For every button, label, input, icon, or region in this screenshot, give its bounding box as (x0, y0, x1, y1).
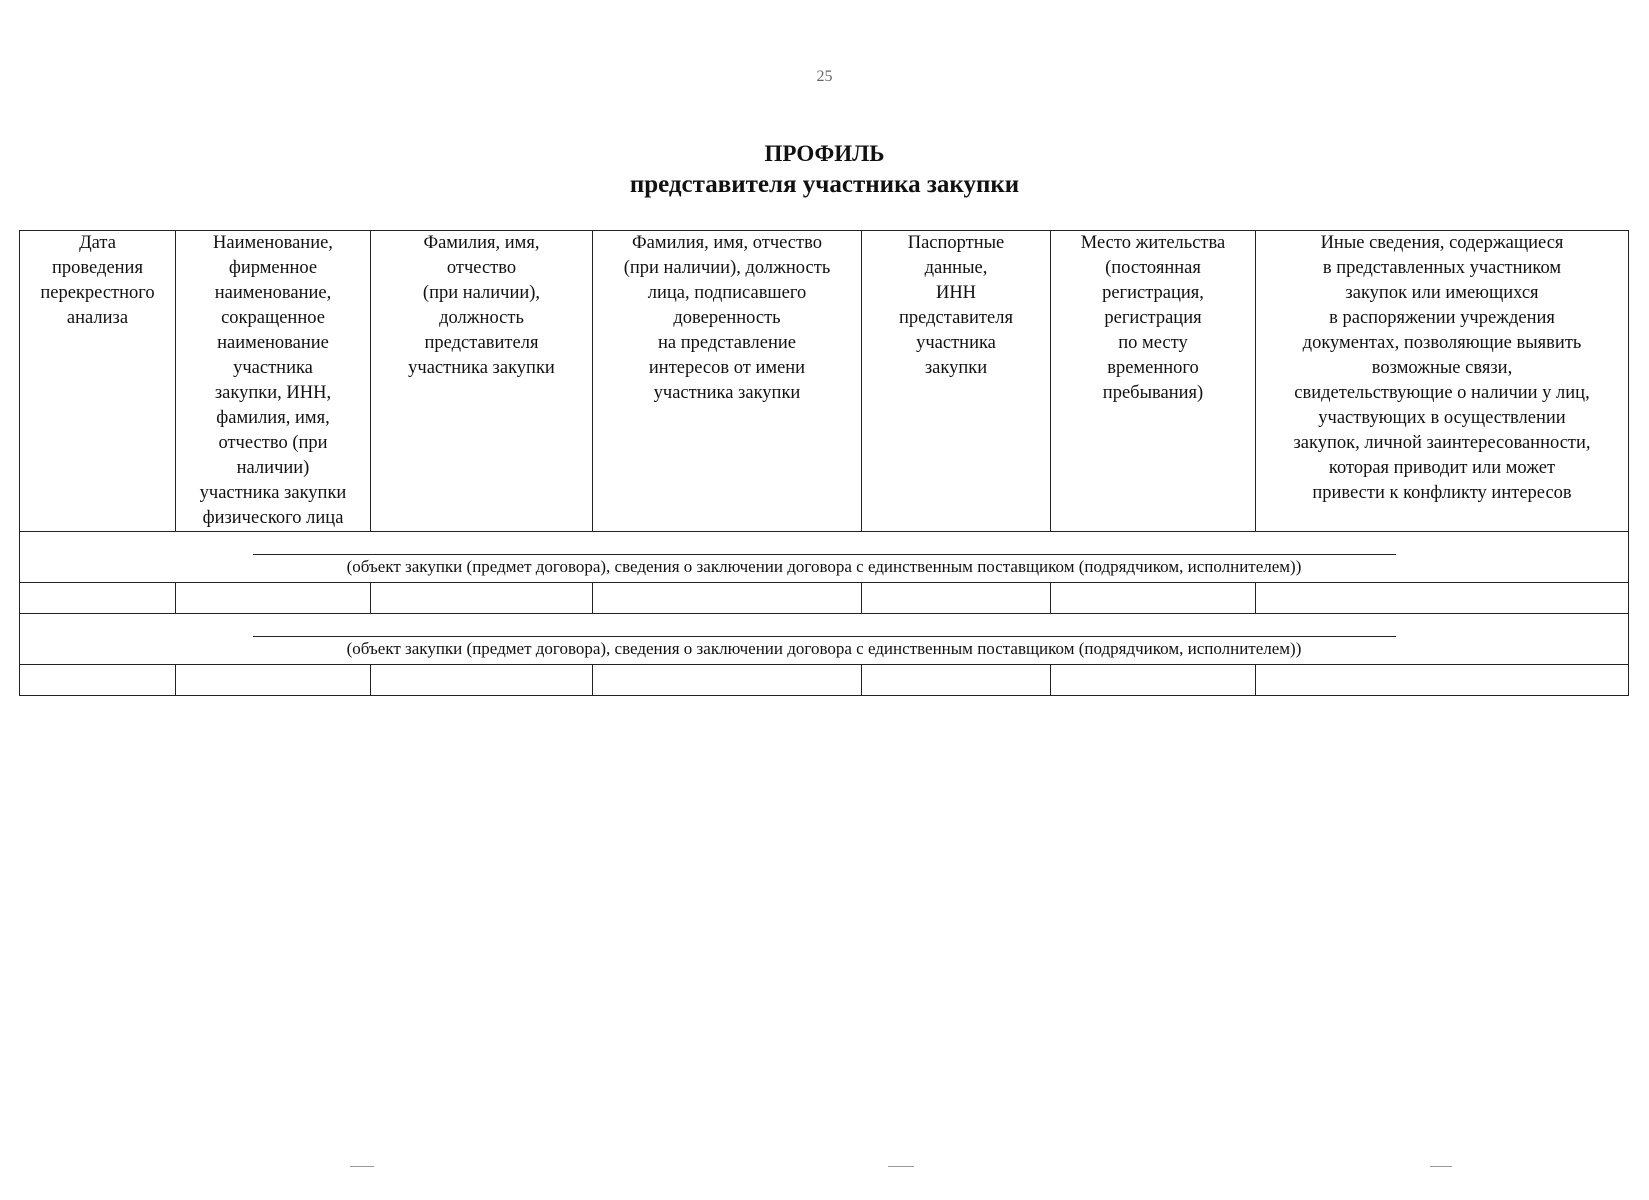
column-header-lines (593, 231, 861, 406)
column-header-line: проведения (52, 258, 143, 278)
page-number: 25 (816, 68, 833, 85)
section-cell (20, 532, 1629, 583)
column-header-line: представителя (899, 308, 1013, 328)
column-header-line: Место жительства (1080, 233, 1226, 253)
table-cell[interactable] (1051, 665, 1256, 696)
column-header-line: Дата (79, 233, 116, 253)
column-header-line: анализа (66, 308, 129, 328)
table-cell[interactable] (593, 583, 862, 614)
column-header (1051, 231, 1256, 532)
section-row (20, 614, 1629, 665)
table-cell[interactable] (176, 583, 371, 614)
column-header-line: сокращенное (221, 308, 325, 328)
column-header-line: отчество (при (218, 433, 328, 453)
table-cell[interactable] (862, 665, 1051, 696)
column-header-line: Наименование, (213, 233, 333, 253)
column-header-line: лица, подписавшего (647, 283, 807, 303)
column-header-line: пребывания) (1102, 383, 1204, 403)
column-header-lines (1256, 231, 1628, 506)
column-header-line: отчество (446, 258, 517, 278)
document-title (0, 140, 1649, 202)
title-line-1: ПРОФИЛЬ (764, 141, 885, 166)
column-header-line: физического лица (202, 508, 344, 528)
column-header-line: участника закупки (408, 358, 555, 378)
column-header-line: Иные сведения, содержащиеся (1320, 233, 1564, 253)
column-header-line: Паспортные (907, 233, 1005, 253)
column-header-line: данные, (924, 258, 988, 278)
table-cell[interactable] (20, 665, 176, 696)
column-header-line: наличии) (236, 458, 310, 478)
column-header (20, 231, 176, 532)
table-cell[interactable] (1256, 583, 1629, 614)
column-header-line: фирменное (228, 258, 318, 278)
table-cell[interactable] (20, 583, 176, 614)
column-header-lines (862, 231, 1050, 381)
column-header (593, 231, 862, 532)
section-caption: (объект закупки (предмет договора), сведения о заключении договора с единственным поставщиком (подрядчиком, исполнителем)) (346, 557, 1302, 576)
section-cell (20, 614, 1629, 665)
table-cell[interactable] (1051, 583, 1256, 614)
section-caption: (объект закупки (предмет договора), сведения о заключении договора с единственным поставщиком (подрядчиком, исполнителем)) (346, 639, 1302, 658)
column-header (862, 231, 1051, 532)
column-header-line: наименование (217, 333, 329, 353)
scan-mark (350, 1166, 374, 1167)
column-header-line: (при наличии), должность (623, 258, 831, 278)
column-header-line: закупок, личной заинтересованности, (1293, 433, 1591, 453)
column-header-line: возможные связи, (1371, 358, 1513, 378)
column-header-line: привести к конфликту интересов (1312, 483, 1572, 503)
fill-in-line[interactable] (253, 554, 1396, 555)
column-header-line: доверенность (673, 308, 781, 328)
table-cell[interactable] (593, 665, 862, 696)
column-header-line: в представленных участником (1322, 258, 1562, 278)
header-row (20, 231, 1629, 532)
fill-in-line[interactable] (253, 636, 1396, 637)
column-header-line: на представление (658, 333, 796, 353)
column-header (371, 231, 593, 532)
column-header-line: в распоряжении учреждения (1329, 308, 1555, 328)
profile-table (19, 230, 1629, 696)
scan-mark (888, 1166, 914, 1167)
column-header-lines (176, 231, 370, 531)
column-header-line: участника закупки (653, 383, 801, 403)
scan-mark (1430, 1166, 1452, 1167)
table-cell[interactable] (1256, 665, 1629, 696)
column-header-line: регистрация (1104, 308, 1202, 328)
table-row (20, 583, 1629, 614)
column-header (176, 231, 371, 532)
section-row (20, 532, 1629, 583)
title-line-2: представителя участника закупки (629, 171, 1020, 198)
column-header-line: участника (916, 333, 996, 353)
column-header-line: закупки, ИНН, (214, 383, 332, 403)
column-header-line: участника закупки (199, 483, 347, 503)
column-header-lines (371, 231, 592, 381)
column-header-line: по месту (1118, 333, 1188, 353)
column-header-line: свидетельствующие о наличии у лиц, (1294, 383, 1590, 403)
column-header-line: наименование, (214, 283, 332, 303)
column-header-line: закупок или имеющихся (1345, 283, 1539, 303)
column-header-line: Фамилия, имя, отчество (632, 233, 822, 253)
column-header-line: фамилия, имя, (216, 408, 330, 428)
column-header-line: должность (439, 308, 524, 328)
column-header-line: ИНН (935, 283, 977, 303)
column-header-line: временного (1107, 358, 1199, 378)
column-header-line: которая приводит или может (1328, 458, 1556, 478)
column-header-line: (постоянная (1105, 258, 1201, 278)
column-header-line: документах, позволяющие выявить (1302, 333, 1582, 353)
column-header-line: участника (233, 358, 313, 378)
table-cell[interactable] (371, 665, 593, 696)
column-header-lines (20, 231, 175, 331)
table-row (20, 665, 1629, 696)
column-header-line: участвующих в осуществлении (1318, 408, 1566, 428)
column-header (1256, 231, 1629, 532)
column-header-line: (при наличии), (422, 283, 541, 303)
column-header-line: представителя (424, 333, 539, 353)
column-header-line: закупки (924, 358, 988, 378)
column-header-line: регистрация, (1102, 283, 1204, 303)
column-header-line: интересов от имени (648, 358, 806, 378)
column-header-line: перекрестного (40, 283, 155, 303)
table-cell[interactable] (371, 583, 593, 614)
table-cell[interactable] (176, 665, 371, 696)
column-header-lines (1051, 231, 1255, 406)
column-header-line: Фамилия, имя, (423, 233, 540, 253)
table-cell[interactable] (862, 583, 1051, 614)
